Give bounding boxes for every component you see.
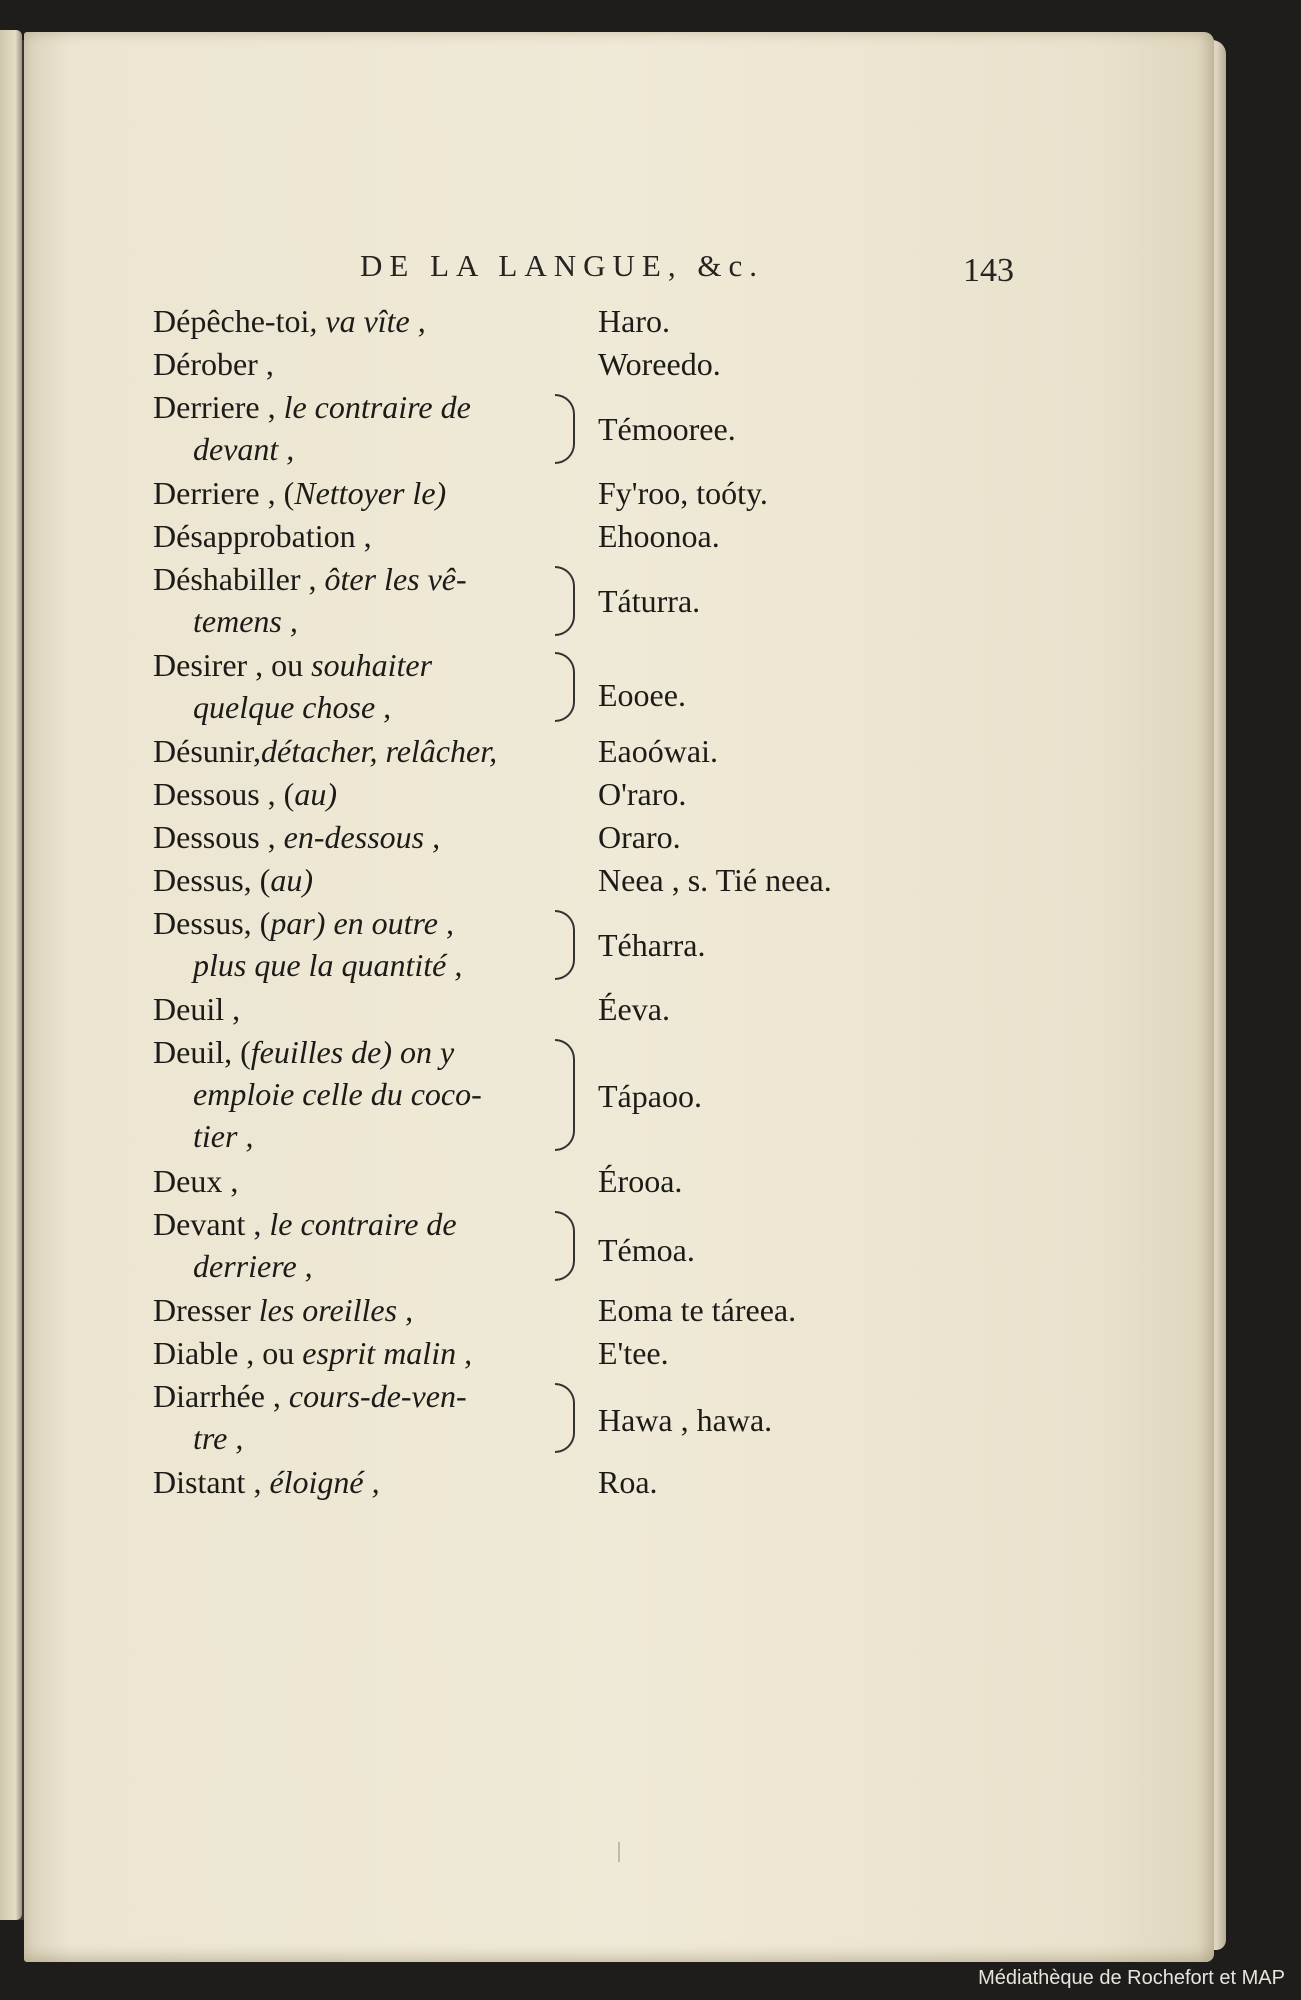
translation: Eoma te táreea. [598,1292,797,1328]
translation: Táturra. [598,583,701,619]
brace-icon [555,394,575,464]
translation: Hawa , hawa. [598,1402,773,1438]
page-number: 143 [963,252,1014,289]
translation: E'tee. [598,1335,669,1371]
translation: Érooa. [598,1163,683,1199]
running-header: DE LA LANGUE, &c. [360,248,764,283]
book-spread: DE LA LANGUE, &c. 143 Dépêche-toi, va vîte , Haro. Dérober , Woreedo. Derriere , le contraire de devant , Témooree. Derriere , (Nettoyer le) Fy'roo, toóty. Désapprobation , Ehoonoa. Déshabiller , ôter les vê- temens , Táturra. Desirer , ou souhaiter quelque chose , Eooee. Désunir,détacher, relâcher, Eaoówai. Dessous , (au) O'raro. Dessous , en-dessous , Oraro. Dessus, (au) Neea , s. Tié neea. Dessus, (par) en outre , plus que la quantité , Téharra. Deuil , Éeva. Deuil, (feuilles de) on y emploie celle du coco- tier , Tápaoo. Deux , Érooa. Devant , le contraire de derriere , Témoa. Dresser les oreilles , Eoma te táreea. Diable , ou esprit malin , E'tee. Diarrhée , cours-de-ven- tre , Hawa , hawa. Distant , éloigné , Roa. Médiathèque de Rochefort et MAP [0,0,1301,2000]
translation: O'raro. [598,776,687,812]
translation: Témoa. [598,1232,695,1268]
translation: Roa. [598,1464,658,1500]
translation: Haro. [598,303,670,339]
translation: Woreedo. [598,346,721,382]
translation: Fy'roo, toóty. [598,475,768,511]
translation: Témooree. [598,411,736,447]
brace-icon [555,1039,575,1151]
brace-icon [555,1383,575,1453]
translation: Tápaoo. [598,1078,702,1114]
image-credit: Médiathèque de Rochefort et MAP [978,1967,1285,1989]
translation: Ehoonoa. [598,518,720,554]
brace-icon [555,1211,575,1281]
translation: Neea , s. Tié neea. [598,862,832,898]
translation: Eaoówai. [598,733,718,769]
brace-icon [555,566,575,636]
brace-icon [555,652,575,722]
translation: Oraro. [598,819,681,855]
translation: Téharra. [598,927,706,963]
translation: Eooee. [598,677,686,713]
page-mark [618,1842,630,1862]
translation: Éeva. [598,991,670,1027]
brace-icon [555,910,575,980]
left-page-edge [0,30,22,1920]
